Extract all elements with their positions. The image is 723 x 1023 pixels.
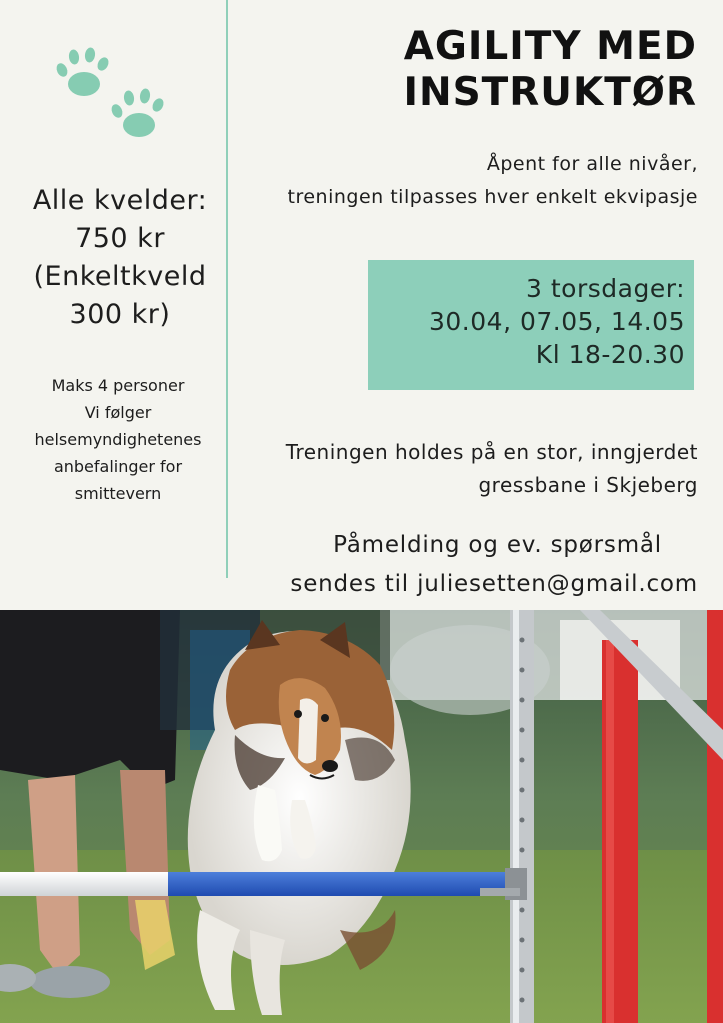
info-line-authorities: helsemyndighetenes <box>34 430 202 449</box>
dates-line-time: Kl 18-20.30 <box>535 340 685 369</box>
intro-text <box>288 148 699 214</box>
price-line-single-amount: 300 kr) <box>69 299 171 330</box>
signup-line-1: Påmelding og ev. spørsmål <box>333 532 662 558</box>
intro-line-2: treningen tilpasses hver enkelt ekvipasje <box>287 186 698 208</box>
info-block <box>14 372 222 507</box>
price-line-amount: 750 kr <box>75 223 165 254</box>
venue-line-2: gressbane i Skjeberg <box>478 473 698 497</box>
vertical-divider <box>226 0 228 578</box>
title-line-1: AGILITY MED <box>403 24 697 69</box>
price-block <box>20 182 220 334</box>
dates-box <box>368 260 694 390</box>
info-line-max: Maks 4 personer <box>51 376 185 395</box>
venue-text <box>286 436 698 502</box>
venue-line-1: Treningen holdes på en stor, inngjerdet <box>285 440 698 464</box>
page-title <box>403 24 697 116</box>
info-line-follow: Vi følger <box>84 403 152 422</box>
price-line-single-evening: (Enkeltkveld <box>33 261 207 292</box>
dates-line-count: 3 torsdager: <box>526 274 685 303</box>
title-line-2: INSTRUKTØR <box>403 70 697 115</box>
paw-prints-icon <box>52 40 172 150</box>
intro-line-1: Åpent for alle nivåer, <box>486 153 698 175</box>
signup-line-2: sendes til juliesetten@gmail.com <box>290 571 698 597</box>
dates-line-dates: 30.04, 07.05, 14.05 <box>429 307 685 336</box>
sheltie-jumping-agility-bar-photo <box>0 610 723 1023</box>
info-line-recommendations: anbefalinger for <box>53 457 183 476</box>
price-line-all-evenings: Alle kvelder: <box>32 185 208 216</box>
signup-text <box>290 526 698 604</box>
info-line-infection: smittevern <box>74 484 162 503</box>
